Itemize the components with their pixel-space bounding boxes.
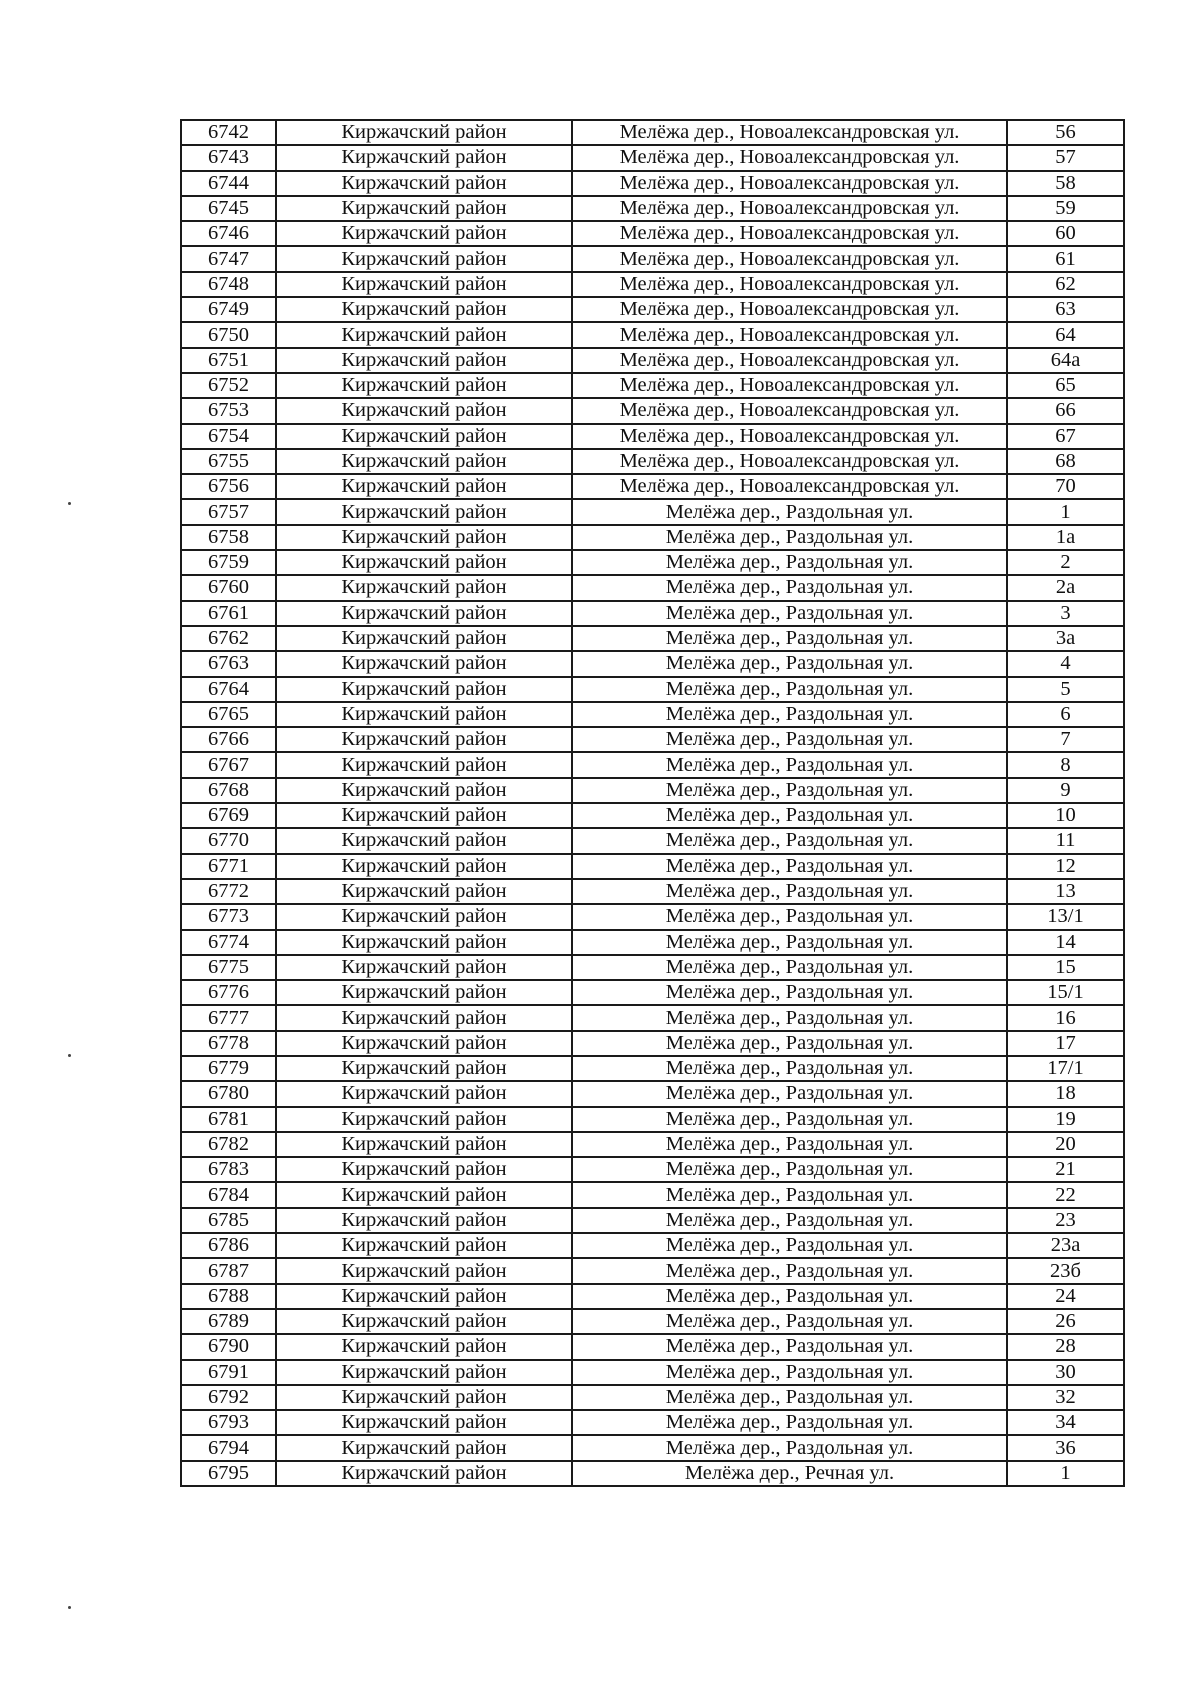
address-cell: Мелёжа дер., Раздольная ул. [572,1334,1007,1359]
address-cell: Мелёжа дер., Раздольная ул. [572,803,1007,828]
house-number-cell: 20 [1007,1132,1124,1157]
table-row [181,373,1124,398]
district-cell: Киржачский район [276,955,572,980]
house-number-cell: 17/1 [1007,1056,1124,1081]
district-cell: Киржачский район [276,1005,572,1030]
row-number-cell: 6788 [181,1284,276,1309]
table-row [181,1107,1124,1132]
table-row [181,196,1124,221]
table-row [181,272,1124,297]
table-row [181,1360,1124,1385]
house-number-cell: 7 [1007,727,1124,752]
district-cell: Киржачский район [276,1385,572,1410]
table-row [181,246,1124,271]
row-number-cell: 6769 [181,803,276,828]
row-number-cell: 6747 [181,246,276,271]
table-row [181,1081,1124,1106]
address-cell: Мелёжа дер., Раздольная ул. [572,1107,1007,1132]
district-cell: Киржачский район [276,702,572,727]
house-number-cell: 11 [1007,828,1124,853]
district-cell: Киржачский район [276,398,572,423]
address-cell: Мелёжа дер., Раздольная ул. [572,1435,1007,1460]
row-number-cell: 6772 [181,879,276,904]
table-row [181,980,1124,1005]
table-row [181,1309,1124,1334]
row-number-cell: 6785 [181,1208,276,1233]
house-number-cell: 21 [1007,1157,1124,1182]
table-row [181,1435,1124,1460]
district-cell: Киржачский район [276,1435,572,1460]
row-number-cell: 6762 [181,626,276,651]
house-number-cell: 13 [1007,879,1124,904]
address-cell: Мелёжа дер., Раздольная ул. [572,1132,1007,1157]
address-cell: Мелёжа дер., Раздольная ул. [572,1360,1007,1385]
row-number-cell: 6778 [181,1031,276,1056]
district-cell: Киржачский район [276,677,572,702]
table-row [181,525,1124,550]
table-row [181,1157,1124,1182]
table-row [181,449,1124,474]
district-cell: Киржачский район [276,1258,572,1283]
district-cell: Киржачский район [276,1157,572,1182]
house-number-cell: 23 [1007,1208,1124,1233]
district-cell: Киржачский район [276,1233,572,1258]
address-cell: Мелёжа дер., Раздольная ул. [572,1031,1007,1056]
table-row [181,550,1124,575]
district-cell: Киржачский район [276,727,572,752]
address-cell: Мелёжа дер., Новоалександровская ул. [572,322,1007,347]
table-row [181,1334,1124,1359]
address-cell: Мелёжа дер., Новоалександровская ул. [572,272,1007,297]
row-number-cell: 6750 [181,322,276,347]
district-cell: Киржачский район [276,828,572,853]
table-row [181,1461,1124,1486]
row-number-cell: 6761 [181,601,276,626]
house-number-cell: 36 [1007,1435,1124,1460]
house-number-cell: 22 [1007,1182,1124,1207]
row-number-cell: 6771 [181,854,276,879]
row-number-cell: 6791 [181,1360,276,1385]
district-cell: Киржачский район [276,196,572,221]
district-cell: Киржачский район [276,651,572,676]
table-row [181,424,1124,449]
row-number-cell: 6773 [181,904,276,929]
row-number-cell: 6770 [181,828,276,853]
row-number-cell: 6782 [181,1132,276,1157]
district-cell: Киржачский район [276,904,572,929]
row-number-cell: 6766 [181,727,276,752]
table-row [181,1208,1124,1233]
district-cell: Киржачский район [276,1081,572,1106]
district-cell: Киржачский район [276,1334,572,1359]
address-cell: Мелёжа дер., Новоалександровская ул. [572,196,1007,221]
house-number-cell: 9 [1007,778,1124,803]
address-cell: Мелёжа дер., Новоалександровская ул. [572,373,1007,398]
district-cell: Киржачский район [276,145,572,170]
row-number-cell: 6779 [181,1056,276,1081]
table-row [181,1385,1124,1410]
address-cell: Мелёжа дер., Раздольная ул. [572,1410,1007,1435]
row-number-cell: 6745 [181,196,276,221]
house-number-cell: 2а [1007,575,1124,600]
table-row [181,322,1124,347]
table-row [181,398,1124,423]
row-number-cell: 6768 [181,778,276,803]
house-number-cell: 15 [1007,955,1124,980]
district-cell: Киржачский район [276,1410,572,1435]
house-number-cell: 23б [1007,1258,1124,1283]
scan-speck [68,1054,71,1057]
row-number-cell: 6757 [181,499,276,524]
table-row [181,677,1124,702]
district-cell: Киржачский район [276,854,572,879]
address-cell: Мелёжа дер., Раздольная ул. [572,980,1007,1005]
row-number-cell: 6795 [181,1461,276,1486]
address-cell: Мелёжа дер., Новоалександровская ул. [572,424,1007,449]
district-cell: Киржачский район [276,1309,572,1334]
row-number-cell: 6746 [181,221,276,246]
house-number-cell: 6 [1007,702,1124,727]
address-cell: Мелёжа дер., Раздольная ул. [572,677,1007,702]
address-cell: Мелёжа дер., Раздольная ул. [572,1385,1007,1410]
house-number-cell: 59 [1007,196,1124,221]
house-number-cell: 1а [1007,525,1124,550]
table-row [181,474,1124,499]
row-number-cell: 6755 [181,449,276,474]
table-row [181,854,1124,879]
address-cell: Мелёжа дер., Раздольная ул. [572,550,1007,575]
row-number-cell: 6754 [181,424,276,449]
district-cell: Киржачский район [276,348,572,373]
address-cell: Мелёжа дер., Раздольная ул. [572,1182,1007,1207]
row-number-cell: 6764 [181,677,276,702]
house-number-cell: 12 [1007,854,1124,879]
house-number-cell: 57 [1007,145,1124,170]
house-number-cell: 63 [1007,297,1124,322]
address-cell: Мелёжа дер., Новоалександровская ул. [572,348,1007,373]
address-cell: Мелёжа дер., Новоалександровская ул. [572,120,1007,145]
table-row [181,828,1124,853]
house-number-cell: 64а [1007,348,1124,373]
address-cell: Мелёжа дер., Раздольная ул. [572,854,1007,879]
row-number-cell: 6742 [181,120,276,145]
table-row [181,955,1124,980]
district-cell: Киржачский район [276,980,572,1005]
address-register-table [180,119,1125,1487]
table-row [181,1233,1124,1258]
address-cell: Мелёжа дер., Раздольная ул. [572,575,1007,600]
table-row [181,778,1124,803]
house-number-cell: 30 [1007,1360,1124,1385]
table-row [181,1005,1124,1030]
table-row [181,727,1124,752]
scan-speck [68,502,71,505]
house-number-cell: 18 [1007,1081,1124,1106]
district-cell: Киржачский район [276,575,572,600]
district-cell: Киржачский район [276,1031,572,1056]
address-cell: Мелёжа дер., Раздольная ул. [572,930,1007,955]
district-cell: Киржачский район [276,120,572,145]
district-cell: Киржачский район [276,424,572,449]
address-cell: Мелёжа дер., Раздольная ул. [572,955,1007,980]
house-number-cell: 34 [1007,1410,1124,1435]
house-number-cell: 70 [1007,474,1124,499]
row-number-cell: 6760 [181,575,276,600]
district-cell: Киржачский район [276,373,572,398]
house-number-cell: 62 [1007,272,1124,297]
house-number-cell: 3 [1007,601,1124,626]
row-number-cell: 6781 [181,1107,276,1132]
house-number-cell: 4 [1007,651,1124,676]
address-cell: Мелёжа дер., Раздольная ул. [572,778,1007,803]
row-number-cell: 6767 [181,752,276,777]
address-cell: Мелёжа дер., Раздольная ул. [572,499,1007,524]
district-cell: Киржачский район [276,474,572,499]
row-number-cell: 6783 [181,1157,276,1182]
district-cell: Киржачский район [276,1132,572,1157]
row-number-cell: 6777 [181,1005,276,1030]
address-cell: Мелёжа дер., Раздольная ул. [572,1233,1007,1258]
table-row [181,879,1124,904]
table-row [181,930,1124,955]
house-number-cell: 17 [1007,1031,1124,1056]
address-cell: Мелёжа дер., Новоалександровская ул. [572,221,1007,246]
address-cell: Мелёжа дер., Раздольная ул. [572,904,1007,929]
row-number-cell: 6751 [181,348,276,373]
table-row [181,1132,1124,1157]
house-number-cell: 1 [1007,499,1124,524]
district-cell: Киржачский район [276,1182,572,1207]
house-number-cell: 13/1 [1007,904,1124,929]
district-cell: Киржачский район [276,272,572,297]
row-number-cell: 6763 [181,651,276,676]
table-row [181,297,1124,322]
table-row [181,575,1124,600]
house-number-cell: 32 [1007,1385,1124,1410]
row-number-cell: 6793 [181,1410,276,1435]
table-row [181,1284,1124,1309]
table-row [181,752,1124,777]
row-number-cell: 6753 [181,398,276,423]
address-cell: Мелёжа дер., Новоалександровская ул. [572,398,1007,423]
address-cell: Мелёжа дер., Раздольная ул. [572,1208,1007,1233]
row-number-cell: 6756 [181,474,276,499]
address-cell: Мелёжа дер., Раздольная ул. [572,1284,1007,1309]
address-cell: Мелёжа дер., Раздольная ул. [572,727,1007,752]
table-row [181,803,1124,828]
row-number-cell: 6789 [181,1309,276,1334]
district-cell: Киржачский район [276,499,572,524]
house-number-cell: 68 [1007,449,1124,474]
district-cell: Киржачский район [276,297,572,322]
table-row [181,145,1124,170]
row-number-cell: 6784 [181,1182,276,1207]
address-cell: Мелёжа дер., Раздольная ул. [572,879,1007,904]
district-cell: Киржачский район [276,246,572,271]
row-number-cell: 6744 [181,171,276,196]
row-number-cell: 6749 [181,297,276,322]
table-row [181,1258,1124,1283]
house-number-cell: 19 [1007,1107,1124,1132]
address-cell: Мелёжа дер., Раздольная ул. [572,1258,1007,1283]
house-number-cell: 56 [1007,120,1124,145]
address-cell: Мелёжа дер., Раздольная ул. [572,1157,1007,1182]
table-row [181,120,1124,145]
address-cell: Мелёжа дер., Раздольная ул. [572,1005,1007,1030]
row-number-cell: 6743 [181,145,276,170]
address-cell: Мелёжа дер., Раздольная ул. [572,752,1007,777]
district-cell: Киржачский район [276,601,572,626]
address-cell: Мелёжа дер., Раздольная ул. [572,702,1007,727]
row-number-cell: 6752 [181,373,276,398]
district-cell: Киржачский район [276,879,572,904]
table-row [181,601,1124,626]
table-row [181,348,1124,373]
address-cell: Мелёжа дер., Речная ул. [572,1461,1007,1486]
district-cell: Киржачский район [276,322,572,347]
table-row [181,626,1124,651]
house-number-cell: 16 [1007,1005,1124,1030]
row-number-cell: 6765 [181,702,276,727]
district-cell: Киржачский район [276,449,572,474]
district-cell: Киржачский район [276,626,572,651]
district-cell: Киржачский район [276,550,572,575]
house-number-cell: 8 [1007,752,1124,777]
row-number-cell: 6794 [181,1435,276,1460]
table-row [181,1031,1124,1056]
district-cell: Киржачский район [276,778,572,803]
address-cell: Мелёжа дер., Новоалександровская ул. [572,297,1007,322]
address-cell: Мелёжа дер., Новоалександровская ул. [572,246,1007,271]
address-cell: Мелёжа дер., Новоалександровская ул. [572,171,1007,196]
district-cell: Киржачский район [276,525,572,550]
address-cell: Мелёжа дер., Раздольная ул. [572,601,1007,626]
row-number-cell: 6776 [181,980,276,1005]
table-row [181,221,1124,246]
row-number-cell: 6759 [181,550,276,575]
district-cell: Киржачский район [276,1461,572,1486]
address-cell: Мелёжа дер., Новоалександровская ул. [572,145,1007,170]
district-cell: Киржачский район [276,1056,572,1081]
row-number-cell: 6774 [181,930,276,955]
house-number-cell: 58 [1007,171,1124,196]
table-row [181,904,1124,929]
district-cell: Киржачский район [276,930,572,955]
address-cell: Мелёжа дер., Новоалександровская ул. [572,474,1007,499]
row-number-cell: 6792 [181,1385,276,1410]
row-number-cell: 6786 [181,1233,276,1258]
house-number-cell: 28 [1007,1334,1124,1359]
row-number-cell: 6775 [181,955,276,980]
house-number-cell: 26 [1007,1309,1124,1334]
address-cell: Мелёжа дер., Раздольная ул. [572,1081,1007,1106]
house-number-cell: 1 [1007,1461,1124,1486]
row-number-cell: 6790 [181,1334,276,1359]
scan-speck [68,1606,71,1609]
address-cell: Мелёжа дер., Раздольная ул. [572,626,1007,651]
address-cell: Мелёжа дер., Новоалександровская ул. [572,449,1007,474]
house-number-cell: 66 [1007,398,1124,423]
house-number-cell: 65 [1007,373,1124,398]
house-number-cell: 2 [1007,550,1124,575]
table-row [181,1182,1124,1207]
row-number-cell: 6748 [181,272,276,297]
row-number-cell: 6758 [181,525,276,550]
district-cell: Киржачский район [276,803,572,828]
address-cell: Мелёжа дер., Раздольная ул. [572,525,1007,550]
table-row [181,1410,1124,1435]
house-number-cell: 15/1 [1007,980,1124,1005]
district-cell: Киржачский район [276,1360,572,1385]
house-number-cell: 23а [1007,1233,1124,1258]
table-row [181,1056,1124,1081]
house-number-cell: 61 [1007,246,1124,271]
address-cell: Мелёжа дер., Раздольная ул. [572,651,1007,676]
row-number-cell: 6780 [181,1081,276,1106]
address-cell: Мелёжа дер., Раздольная ул. [572,1309,1007,1334]
district-cell: Киржачский район [276,752,572,777]
house-number-cell: 5 [1007,677,1124,702]
house-number-cell: 64 [1007,322,1124,347]
district-cell: Киржачский район [276,1284,572,1309]
table-row [181,171,1124,196]
district-cell: Киржачский район [276,221,572,246]
house-number-cell: 60 [1007,221,1124,246]
table-body [181,120,1124,1486]
address-cell: Мелёжа дер., Раздольная ул. [572,1056,1007,1081]
district-cell: Киржачский район [276,171,572,196]
table-row [181,651,1124,676]
house-number-cell: 10 [1007,803,1124,828]
table-row [181,499,1124,524]
house-number-cell: 3а [1007,626,1124,651]
row-number-cell: 6787 [181,1258,276,1283]
district-cell: Киржачский район [276,1208,572,1233]
house-number-cell: 24 [1007,1284,1124,1309]
district-cell: Киржачский район [276,1107,572,1132]
table-row [181,702,1124,727]
house-number-cell: 67 [1007,424,1124,449]
house-number-cell: 14 [1007,930,1124,955]
address-cell: Мелёжа дер., Раздольная ул. [572,828,1007,853]
